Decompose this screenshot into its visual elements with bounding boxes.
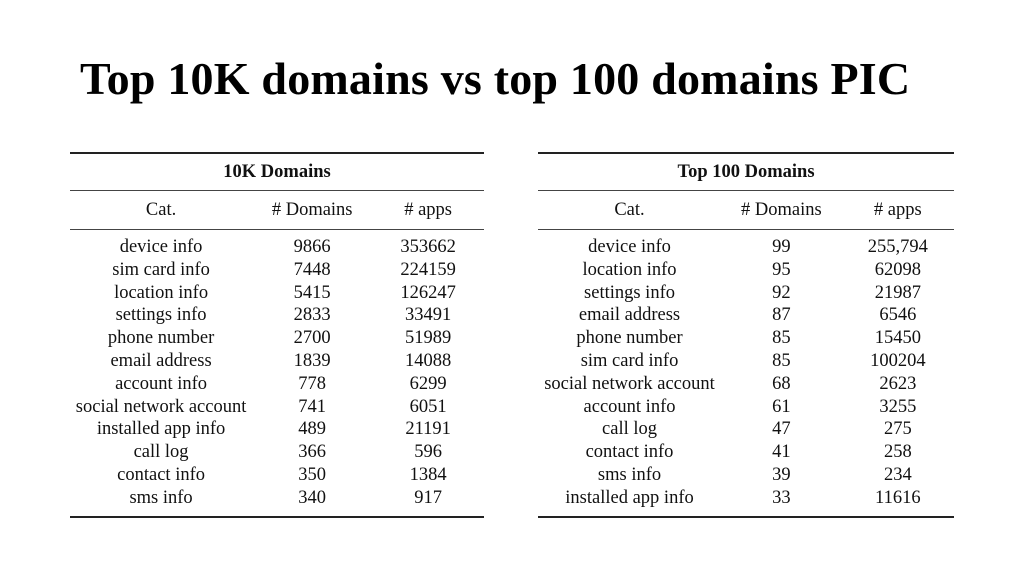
category-cell: device info — [588, 237, 671, 257]
table-row — [538, 230, 954, 259]
category-cell: sms info — [597, 464, 662, 485]
table-row — [70, 230, 484, 259]
domains-count-cell: 41 — [772, 442, 791, 463]
apps-count-cell: 6051 — [409, 396, 447, 417]
column-header-category: Cat. — [538, 191, 721, 230]
domains-count-cell: 99 — [772, 237, 791, 257]
apps-count-cell: 15450 — [874, 328, 921, 349]
domains-count-cell: 47 — [772, 419, 791, 440]
category-cell: phone number — [107, 328, 215, 349]
category-cell: sim card info — [580, 350, 679, 371]
column-header-domains: # Domains — [721, 191, 842, 230]
table-row — [70, 418, 484, 441]
table-row — [538, 441, 954, 464]
category-cell: sim card info — [112, 259, 210, 280]
table-row — [538, 304, 954, 327]
table-body — [70, 230, 484, 517]
apps-count-cell: 100204 — [870, 350, 926, 371]
category-cell: installed app info — [96, 419, 226, 440]
category-cell: email address — [578, 305, 681, 326]
domains-count-cell: 5415 — [293, 282, 331, 303]
apps-count-cell: 11616 — [842, 487, 954, 517]
apps-count-cell: 51989 — [404, 328, 452, 349]
domains-count-cell: 9866 — [293, 237, 331, 257]
apps-count-cell: 3255 — [879, 396, 917, 417]
table-row — [70, 373, 484, 396]
table-title: Top 100 Domains — [538, 153, 954, 191]
domains-count-cell: 741 — [298, 396, 327, 417]
table-row — [70, 282, 484, 305]
table-row — [538, 487, 954, 517]
table-row — [538, 282, 954, 305]
apps-count-cell: 1384 — [409, 464, 447, 485]
domains-count-cell: 778 — [298, 373, 327, 394]
domains-count-cell: 2833 — [293, 305, 331, 326]
apps-count-cell: 126247 — [400, 282, 456, 303]
category-cell: account info — [115, 373, 208, 394]
domains-count-cell: 1839 — [293, 350, 331, 371]
table-row — [538, 464, 954, 487]
domains-count-cell: 61 — [772, 396, 791, 417]
apps-count-cell: 234 — [883, 464, 912, 485]
domains-count-cell: 340 — [252, 487, 372, 517]
category-cell: email address — [110, 350, 212, 371]
domains-count-cell: 33 — [721, 487, 842, 517]
table-row — [538, 396, 954, 419]
table-row — [70, 304, 484, 327]
table-row — [538, 350, 954, 373]
apps-count-cell: 62098 — [874, 259, 921, 280]
domains-count-cell: 39 — [772, 464, 791, 485]
category-cell: settings info — [115, 305, 207, 326]
apps-count-cell: 2623 — [879, 373, 917, 394]
apps-count-cell: 14088 — [404, 350, 452, 371]
table-row — [70, 487, 484, 517]
category-cell: contact info — [585, 442, 674, 463]
category-cell: account info — [583, 396, 676, 417]
apps-count-cell: 33491 — [404, 305, 452, 326]
apps-count-cell: 255,794 — [867, 237, 928, 257]
category-cell: device info — [119, 237, 203, 257]
apps-count-cell: 275 — [883, 419, 912, 440]
domains-count-cell: 2700 — [293, 328, 331, 349]
apps-count-cell: 21987 — [874, 282, 921, 303]
apps-count-cell: 224159 — [400, 259, 456, 280]
apps-count-cell: 6299 — [409, 373, 447, 394]
domains-count-cell: 350 — [298, 464, 327, 485]
apps-count-cell: 21191 — [405, 419, 451, 440]
table-top-100-domains — [538, 152, 954, 518]
domains-count-cell: 95 — [772, 259, 791, 280]
apps-count-cell: 353662 — [400, 237, 456, 257]
table-body — [538, 230, 954, 517]
column-header-domains: # Domains — [252, 191, 372, 230]
table-10k-domains — [70, 152, 484, 518]
table-row — [538, 373, 954, 396]
table-row — [538, 259, 954, 282]
category-cell: settings info — [584, 282, 675, 303]
table-title: 10K Domains — [70, 153, 484, 191]
domains-count-cell: 489 — [298, 419, 327, 440]
category-cell: social network account — [544, 373, 715, 394]
table-row — [70, 464, 484, 487]
domains-count-cell: 87 — [772, 305, 791, 326]
domains-count-cell: 92 — [772, 282, 791, 303]
table-row — [70, 327, 484, 350]
category-cell: call log — [602, 419, 657, 440]
table-row — [538, 418, 954, 441]
domains-count-cell: 68 — [772, 373, 791, 394]
category-cell: installed app info — [538, 487, 721, 517]
table-row — [70, 350, 484, 373]
apps-count-cell: 6546 — [879, 305, 917, 326]
slide-title: Top 10K domains vs top 100 domains PIC — [80, 53, 911, 104]
apps-count-cell: 258 — [883, 442, 912, 463]
column-header-apps: # apps — [842, 191, 954, 230]
domains-count-cell: 366 — [298, 442, 327, 463]
domains-count-cell: 85 — [772, 328, 791, 349]
category-cell: phone number — [576, 328, 683, 349]
category-cell: social network account — [75, 396, 247, 417]
category-cell: call log — [133, 442, 189, 463]
table-row — [70, 259, 484, 282]
category-cell: sms info — [70, 487, 252, 517]
apps-count-cell: 596 — [414, 442, 442, 463]
category-cell: location info — [114, 282, 209, 303]
domains-count-cell: 85 — [772, 350, 791, 371]
apps-count-cell: 917 — [372, 487, 484, 517]
category-cell: location info — [582, 259, 677, 280]
column-header-category: Cat. — [70, 191, 252, 230]
category-cell: contact info — [117, 464, 205, 485]
domains-count-cell: 7448 — [293, 259, 331, 280]
table-row — [70, 441, 484, 464]
column-header-apps: # apps — [372, 191, 484, 230]
table-row — [538, 327, 954, 350]
table-row — [70, 396, 484, 419]
